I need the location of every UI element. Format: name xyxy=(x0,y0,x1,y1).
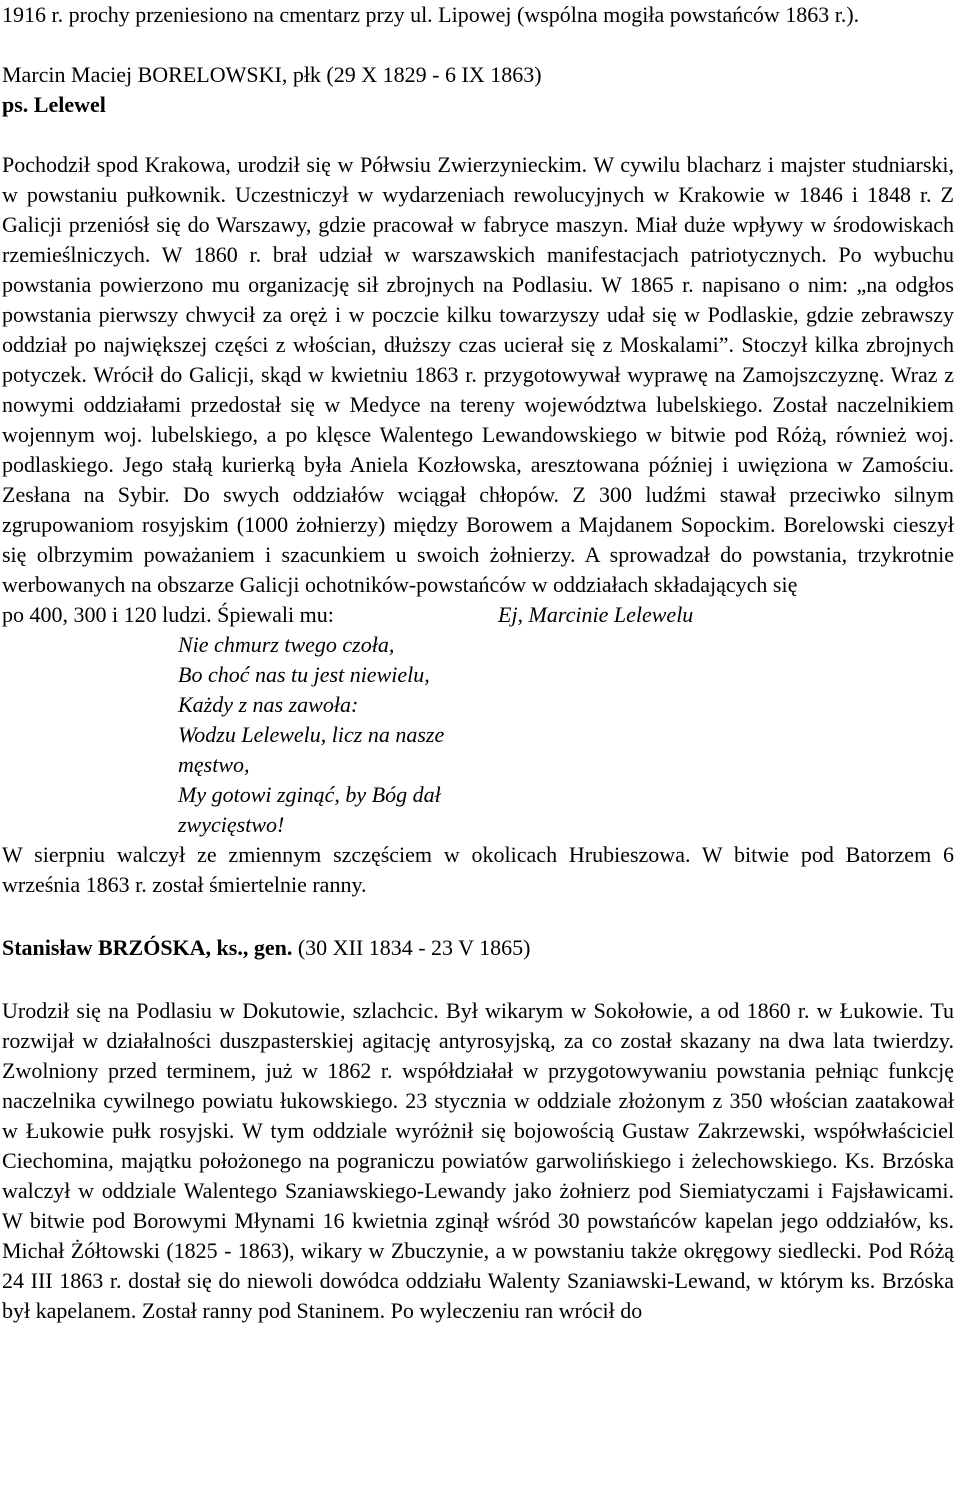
song-line: Wodzu Lelewelu, licz na nasze xyxy=(178,722,445,747)
song-intro: po 400, 300 i 120 ludzi. Śpiewali mu: xyxy=(2,602,334,627)
entry-brzoska-name: Stanisław BRZÓSKA, ks., gen. xyxy=(2,935,293,960)
song-line: Nie chmurz twego czoła, xyxy=(178,632,395,657)
document-page xyxy=(2,0,954,1326)
spacer xyxy=(2,900,954,933)
song-line: Bo choć nas tu jest niewielu, xyxy=(178,662,430,687)
entry-brzoska-dates: (30 XII 1834 - 23 V 1865) xyxy=(292,935,531,960)
entry-brzoska-heading xyxy=(2,933,954,963)
spacer xyxy=(2,120,954,150)
song-line: zwycięstwo! xyxy=(178,812,285,837)
spacer xyxy=(2,30,954,60)
song-line: My gotowi zginąć, by Bóg dał xyxy=(178,782,441,807)
song-line: Każdy z nas zawoła: xyxy=(178,692,359,717)
entry-borelowski-ending: W sierpniu walczył ze zmiennym szczęściem w okolicach Hrubieszowa. W bitwie pod Batorzem 6 września 1863 r. został śmiertelnie ranny. xyxy=(2,842,954,897)
entry-brzoska-body: Urodził się na Podlasiu w Dokutowie, szlachcic. Był wikarym w Sokołowie, a od 1860 r. w Łukowie. Tu rozwijał w działalności duszpasterskiej agitację antyrosyjską, za co został skazany na dwa lata twierdzy. Zwolniony przed terminem, już w 1862 r. współdziałał w przygotowywaniu powstania pełniąc funkcję naczelnika cywilnego powiatu łukowskiego. 23 stycznia w oddziale złożonym z 350 włościan zaatakował w Łukowie pułk rosyjski. W tym oddziale wyróżnił się bojowością Gustaw Zakrzewski, współwłaściciel Ciechomina, majątku położonego na pograniczu powiatów garwolińskiego i żelechowskiego. Ks. Brzóska walczył w oddziale Walentego Szaniawskiego-Lewandy jako żołnierz pod Siemiatyczami i Fajsławicami. W bitwie pod Borowymi Młynami 16 kwietnia zginął wśród 30 powstańców kapelan jego oddziałów, ks. Michał Żółtowski (1825 - 1863), wikary w Zbuczynie, a w powstaniu także okręgowy siedlecki. Pod Różą 24 III 1863 r. dostał się do niewoli dowódca oddziału Walenty Szaniawski-Lewand, w którym ks. Brzóska był kapelanem. Został ranny pod Staninem. Po wyleczeniu ran wrócił do xyxy=(2,998,954,1323)
song-first-line: Ej, Marcinie Lelewelu xyxy=(498,602,694,627)
song-line: męstwo, xyxy=(178,752,250,777)
song-intro-line xyxy=(2,600,954,630)
intro-paragraph: 1916 r. prochy przeniesiono na cmentarz przy ul. Lipowej (wspólna mogiła powstańców 1863 r.). xyxy=(2,2,860,27)
entry-borelowski-body: Pochodził spod Krakowa, urodził się w Półwsiu Zwierzynieckim. W cywilu blacharz i majster studniarski, w powstaniu pułkownik. Uczestniczył w wydarzeniach rewolucyjnych w Krakowie w 1846 i 1848 r. Z Galicji przeniósł się do Warszawy, gdzie pracował w fabryce maszyn. Miał duże wpływy w środowiskach rzemieślniczych. W 1860 r. brał udział w warszawskich manifestacjach patriotycznych. Po wybuchu powstania powierzono mu organizację sił zbrojnych na Podlasiu. W 1865 r. napisano o nim: „na odgłos powstania pierwszy chwycił za oręż i w poczcie kilku towarzyszy udał się w Podlaskie, gdzie zebrawszy oddział po największej części z włościan, dłuższy czas ucierał się z Moskalami”. Stoczył kilka zbrojnych potyczek. Wrócił do Galicji, skąd w kwietniu 1863 r. przygotowywał wyprawę na Zamojszczyznę. Wraz z nowymi oddziałami przedostał się w Medyce na tereny województwa lubelskiego. Został naczelnikiem wojennym woj. lubelskiego, a po klęsce Walentego Lewandowskiego w bitwie pod Różą, również woj. podlaskiego. Jego stałą kurierką była Aniela Kozłowska, aresztowana później i uwięziona w Zamościu. Zesłana na Sybir. Do swych oddziałów wciągał chłopów. Z 300 ludźmi stawał przeciwko silnym zgrupowaniom rosyjskim (1000 żołnierzy) między Borowem a Majdanem Sopockim. Borelowski cieszył się olbrzymim poważaniem i szacunkiem u swoich żołnierzy. A sprowadzał do powstania, trzykrotnie werbowanych na obszarze Galicji ochotników-powstańców w oddziałach składających się xyxy=(2,152,954,597)
pseudonym-text: ps. Lelewel xyxy=(2,92,106,117)
entry-borelowski-name: Marcin Maciej BORELOWSKI, płk (29 X 1829 - 6 IX 1863) xyxy=(2,62,542,87)
entry-borelowski-pseudonym xyxy=(2,90,954,120)
spacer xyxy=(2,963,954,996)
song-verse xyxy=(2,630,518,840)
